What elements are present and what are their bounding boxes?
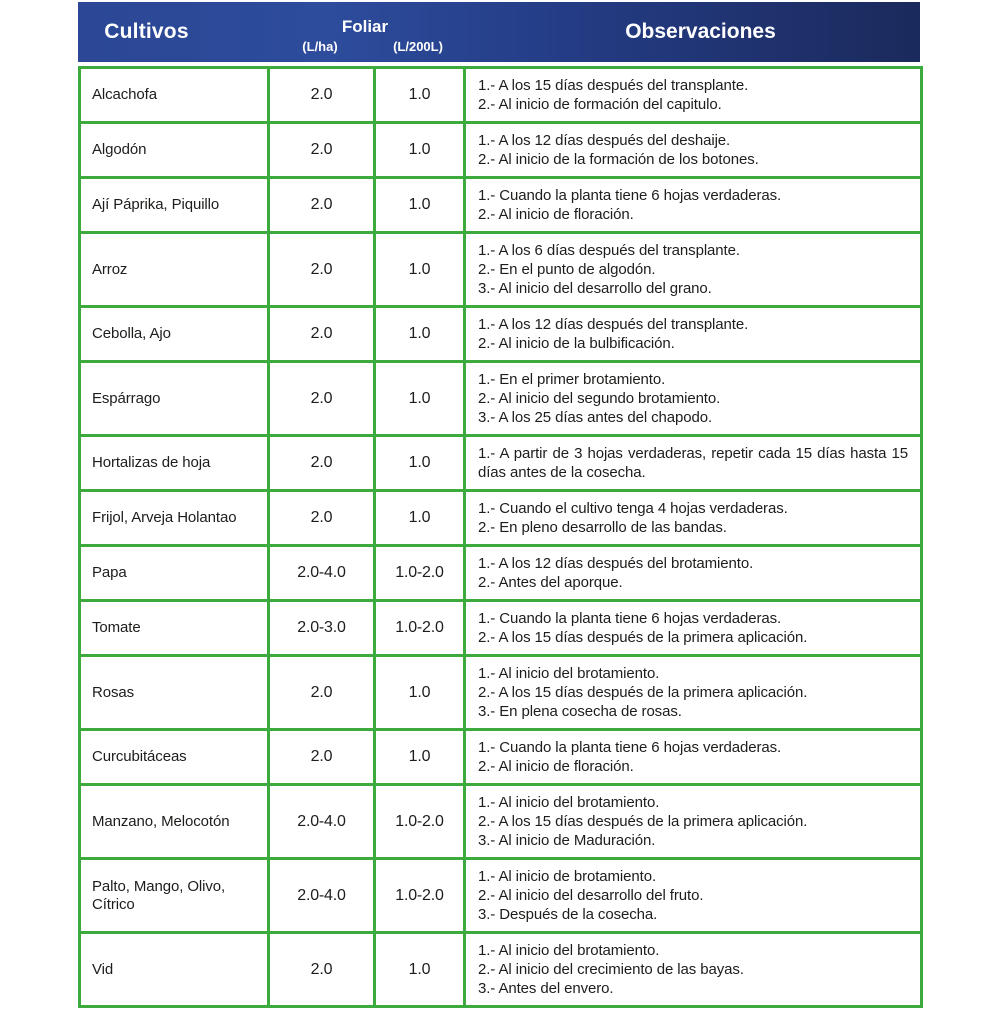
foliar-l200l-cell: 1.0 (375, 307, 465, 362)
observation-line: 1.- A los 15 días después del transplante. (478, 77, 749, 94)
observation-line: 1.- Al inicio del brotamiento. (478, 942, 660, 959)
observations-cell (465, 362, 922, 436)
column-header-foliar (267, 2, 463, 62)
crop-name-cell: Vid (80, 933, 269, 1007)
foliar-lha-cell: 2.0 (269, 307, 375, 362)
column-header-cultivos: Cultivos (104, 20, 189, 43)
observations-cell (465, 491, 922, 546)
foliar-l200l-cell: 1.0 (375, 123, 465, 178)
dosage-table-body (80, 68, 922, 1007)
crop-name-cell: Hortalizas de hoja (80, 436, 269, 491)
crop-name-cell: Manzano, Melocotón (80, 785, 269, 859)
foliar-lha-cell: 2.0 (269, 491, 375, 546)
observations-cell (465, 730, 922, 785)
observation-line: 1.- Cuando el cultivo tenga 4 hojas verdaderas. (478, 500, 788, 517)
observation-line: 2.- A los 15 días después de la primera aplicación. (478, 684, 808, 701)
foliar-l200l-cell: 1.0 (375, 178, 465, 233)
crop-name-cell: Espárrago (80, 362, 269, 436)
observation-line: 2.- Al inicio del crecimiento de las bayas. (478, 961, 744, 978)
observations-cell (465, 68, 922, 123)
observation-line: 2.- Antes del aporque. (478, 574, 623, 591)
observation-line: 2.- A los 15 días después de la primera aplicación. (478, 813, 808, 830)
foliar-l200l-cell: 1.0 (375, 933, 465, 1007)
foliar-l200l-cell: 1.0-2.0 (375, 546, 465, 601)
foliar-lha-cell: 2.0 (269, 68, 375, 123)
observations-cell (465, 656, 922, 730)
observation-line: 1.- A los 6 días después del transplante. (478, 242, 740, 259)
column-header-lha: (L/ha) (302, 39, 338, 54)
observations-cell (465, 546, 922, 601)
observations-cell (465, 859, 922, 933)
foliar-l200l-cell: 1.0-2.0 (375, 859, 465, 933)
foliar-l200l-cell: 1.0-2.0 (375, 785, 465, 859)
observation-line: 3.- A los 25 días antes del chapodo. (478, 409, 713, 426)
observations-cell (465, 785, 922, 859)
table-row (80, 730, 922, 785)
observation-line: 1.- A partir de 3 hojas verdaderas, repetir cada 15 días hasta 15 días antes de la cosecha. (478, 445, 908, 481)
table-row (80, 362, 922, 436)
crop-name-cell: Tomate (80, 601, 269, 656)
foliar-l200l-cell: 1.0 (375, 362, 465, 436)
foliar-lha-cell: 2.0 (269, 436, 375, 491)
observation-line: 2.- Al inicio del desarrollo del fruto. (478, 887, 704, 904)
table-row (80, 307, 922, 362)
table-row (80, 601, 922, 656)
table-row (80, 859, 922, 933)
observation-line: 1.- A los 12 días después del brotamiento. (478, 555, 754, 572)
observation-line: 1.- Cuando la planta tiene 6 hojas verdaderas. (478, 739, 782, 756)
observation-line: 2.- Al inicio de la formación de los botones. (478, 151, 759, 168)
observations-cell (465, 123, 922, 178)
dosage-table (78, 66, 923, 1008)
observations-cell (465, 307, 922, 362)
observation-line: 2.- Al inicio de floración. (478, 758, 634, 775)
table-row (80, 233, 922, 307)
observation-line: 2.- En pleno desarrollo de las bandas. (478, 519, 727, 536)
table-row (80, 68, 922, 123)
table-row (80, 785, 922, 859)
foliar-lha-cell: 2.0 (269, 933, 375, 1007)
foliar-l200l-cell: 1.0-2.0 (375, 601, 465, 656)
crop-name-cell: Ají Páprika, Piquillo (80, 178, 269, 233)
table-row (80, 933, 922, 1007)
observation-line: 1.- En el primer brotamiento. (478, 371, 666, 388)
crop-name-cell: Algodón (80, 123, 269, 178)
observation-line: 1.- A los 12 días después del transplante. (478, 316, 749, 333)
foliar-l200l-cell: 1.0 (375, 68, 465, 123)
crop-name-cell: Palto, Mango, Olivo, Cítrico (80, 859, 269, 933)
crop-name-cell: Arroz (80, 233, 269, 307)
observations-cell (465, 178, 922, 233)
observation-line: 1.- A los 12 días después del deshaije. (478, 132, 731, 149)
observations-cell (465, 233, 922, 307)
crop-dosage-sheet (78, 2, 920, 1008)
observations-cell (465, 436, 922, 491)
foliar-lha-cell: 2.0 (269, 362, 375, 436)
observation-line: 1.- Cuando la planta tiene 6 hojas verdaderas. (478, 187, 782, 204)
foliar-lha-cell: 2.0 (269, 233, 375, 307)
column-header-foliar-units (267, 39, 463, 54)
observation-line: 1.- Al inicio del brotamiento. (478, 665, 660, 682)
observation-line: 2.- Al inicio del segundo brotamiento. (478, 390, 721, 407)
observations-cell (465, 601, 922, 656)
table-row (80, 123, 922, 178)
foliar-l200l-cell: 1.0 (375, 730, 465, 785)
observation-line: 2.- Al inicio de floración. (478, 206, 634, 223)
foliar-lha-cell: 2.0-4.0 (269, 785, 375, 859)
observation-line: 3.- Antes del envero. (478, 980, 614, 997)
foliar-l200l-cell: 1.0 (375, 491, 465, 546)
foliar-lha-cell: 2.0 (269, 730, 375, 785)
crop-name-cell: Curcubitáceas (80, 730, 269, 785)
table-row (80, 178, 922, 233)
foliar-lha-cell: 2.0-3.0 (269, 601, 375, 656)
foliar-l200l-cell: 1.0 (375, 656, 465, 730)
observation-line: 3.- Después de la cosecha. (478, 906, 658, 923)
observation-line: 3.- En plena cosecha de rosas. (478, 703, 682, 720)
crop-name-cell: Cebolla, Ajo (80, 307, 269, 362)
observation-line: 2.- Al inicio de formación del capitulo. (478, 96, 722, 113)
table-row (80, 491, 922, 546)
table-row (80, 546, 922, 601)
crop-name-cell: Papa (80, 546, 269, 601)
column-header-l200l: (L/200L) (393, 39, 443, 54)
observation-line: 1.- Cuando la planta tiene 6 hojas verdaderas. (478, 610, 782, 627)
table-row (80, 656, 922, 730)
observation-line: 1.- Al inicio de brotamiento. (478, 868, 657, 885)
observation-line: 3.- Al inicio de Maduración. (478, 832, 656, 849)
observations-cell (465, 933, 922, 1007)
foliar-lha-cell: 2.0-4.0 (269, 546, 375, 601)
observation-line: 1.- Al inicio del brotamiento. (478, 794, 660, 811)
observation-line: 2.- A los 15 días después de la primera aplicación. (478, 629, 808, 646)
column-header-observaciones: Observaciones (625, 20, 776, 43)
foliar-l200l-cell: 1.0 (375, 233, 465, 307)
foliar-lha-cell: 2.0 (269, 656, 375, 730)
crop-name-cell: Alcachofa (80, 68, 269, 123)
foliar-lha-cell: 2.0 (269, 178, 375, 233)
foliar-lha-cell: 2.0-4.0 (269, 859, 375, 933)
crop-name-cell: Rosas (80, 656, 269, 730)
observation-line: 3.- Al inicio del desarrollo del grano. (478, 280, 712, 297)
table-header (78, 2, 920, 62)
crop-name-cell: Frijol, Arveja Holantao (80, 491, 269, 546)
observation-line: 2.- Al inicio de la bulbificación. (478, 335, 675, 352)
column-header-foliar-title: Foliar (341, 17, 389, 36)
table-row (80, 436, 922, 491)
foliar-l200l-cell: 1.0 (375, 436, 465, 491)
foliar-lha-cell: 2.0 (269, 123, 375, 178)
observation-line: 2.- En el punto de algodón. (478, 261, 656, 278)
